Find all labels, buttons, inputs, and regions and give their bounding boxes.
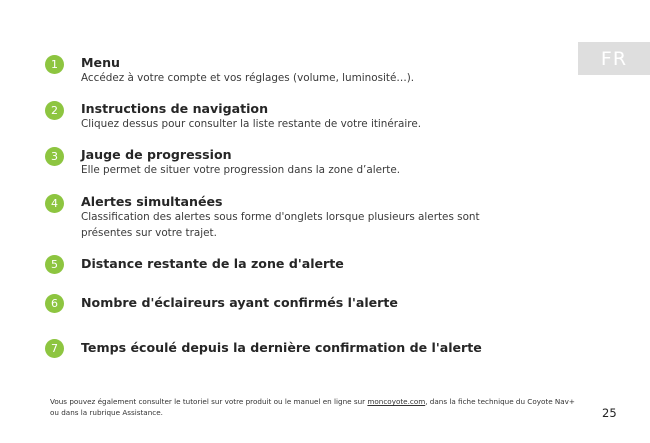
page-number: 25 <box>602 406 617 420</box>
footnote <box>50 396 580 418</box>
number-badge: 3 <box>45 147 64 166</box>
item-description: Accédez à votre compte et vos réglages (volume, luminosité…). <box>81 72 415 84</box>
item-description: Cliquez dessus pour consulter la liste restante de votre itinéraire. <box>81 118 422 130</box>
number-badge: 2 <box>45 101 64 120</box>
item-title: Jauge de progression <box>81 147 232 162</box>
item-title: Distance restante de la zone d'alerte <box>81 256 344 271</box>
item-description: Classification des alertes sous forme d'onglets lorsque plusieurs alertes sont présentes sur votre trajet. <box>81 211 480 239</box>
item-title: Instructions de navigation <box>81 101 269 116</box>
moncoyote-link[interactable]: moncoyote.com <box>367 397 426 406</box>
footnote-text-end: , dans la fiche technique du Coyote Nav+ ou dans la rubrique Assistance. <box>50 397 575 417</box>
number-badge: 6 <box>45 294 64 313</box>
item-description: Elle permet de situer votre progression dans la zone d’alerte. <box>81 164 401 176</box>
language-tab: FR <box>578 42 650 75</box>
item-title: Menu <box>81 55 121 70</box>
footnote-text: Vous pouvez également consulter le tutoriel sur votre produit ou le manuel en ligne sur <box>50 397 368 406</box>
number-badge: 7 <box>45 339 64 358</box>
item-title: Temps écoulé depuis la dernière confirmation de l'alerte <box>81 340 482 355</box>
number-badge: 5 <box>45 255 64 274</box>
item-title: Nombre d'éclaireurs ayant confirmés l'alerte <box>81 295 398 310</box>
number-badge: 4 <box>45 194 64 213</box>
item-title: Alertes simultanées <box>81 194 223 209</box>
number-badge: 1 <box>45 55 64 74</box>
